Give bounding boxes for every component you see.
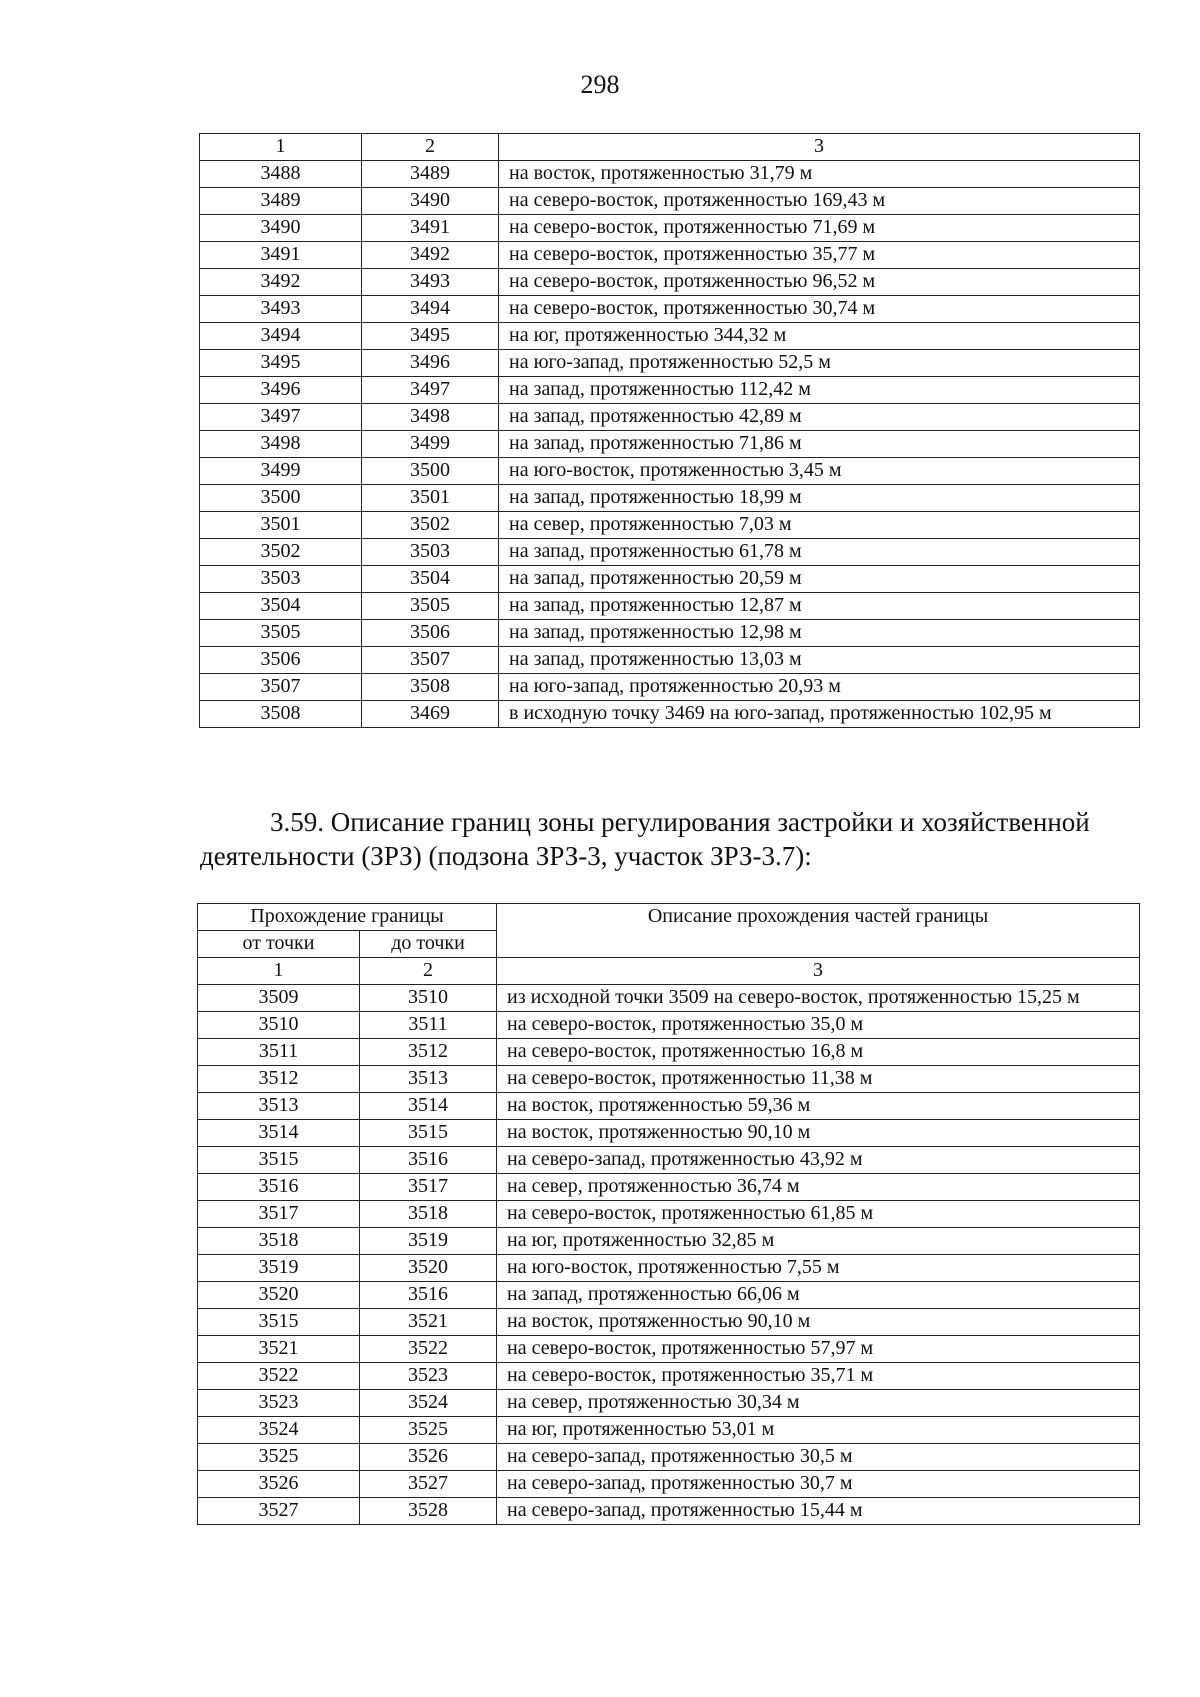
description-cell: на запад, протяженностью 66,06 м [497,1282,1140,1309]
description-cell: на северо-запад, протяженностью 15,44 м [497,1498,1140,1525]
table-row [200,350,1140,377]
to-point-cell: 3516 [360,1282,497,1309]
to-point-cell: 3508 [362,674,499,701]
table-row [198,1282,1140,1309]
description-cell: на юго-восток, протяженностью 3,45 м [499,458,1140,485]
table-row [200,539,1140,566]
to-point-cell: 3520 [360,1255,497,1282]
from-point-cell: 3489 [200,188,362,215]
to-point-cell: 3497 [362,377,499,404]
table-row [200,647,1140,674]
to-point-cell: 3502 [362,512,499,539]
to-point-cell: 3495 [362,323,499,350]
table-row [198,1093,1140,1120]
from-point-cell: 3498 [200,431,362,458]
table-row [200,188,1140,215]
table-group-header-row [198,904,1140,931]
boundary-table-1 [199,133,1140,728]
table-row [198,1255,1140,1282]
description-cell: на север, протяженностью 36,74 м [497,1174,1140,1201]
to-point-cell: 3504 [362,566,499,593]
page-number: 298 [580,70,620,99]
from-point-cell: 3516 [198,1174,360,1201]
from-point-cell: 3515 [198,1147,360,1174]
to-point-cell: 3492 [362,242,499,269]
from-point-cell: 3501 [200,512,362,539]
description-cell: на запад, протяженностью 12,98 м [499,620,1140,647]
description-cell: на север, протяженностью 7,03 м [499,512,1140,539]
description-cell: на запад, протяженностью 20,59 м [499,566,1140,593]
description-cell: на северо-запад, протяженностью 30,7 м [497,1471,1140,1498]
from-point-cell: 3517 [198,1201,360,1228]
to-point-cell: 3518 [360,1201,497,1228]
column-number-3: 3 [499,134,1140,161]
to-point-cell: 3512 [360,1039,497,1066]
description-cell: на восток, протяженностью 31,79 м [499,161,1140,188]
description-cell: на северо-восток, протяженностью 169,43 м [499,188,1140,215]
description-cell: на восток, протяженностью 90,10 м [497,1120,1140,1147]
description-cell: на северо-запад, протяженностью 30,5 м [497,1444,1140,1471]
boundary-table-2-body [198,904,1140,1525]
table-row [200,593,1140,620]
section-heading-line2: деятельности (ЗРЗ) (подзона ЗРЗ-3, участок ЗРЗ-3.7): [200,841,812,871]
to-point-cell: 3503 [362,539,499,566]
table-row [198,1066,1140,1093]
table-row [200,215,1140,242]
table-row [200,674,1140,701]
to-point-cell: 3519 [360,1228,497,1255]
from-point-cell: 3519 [198,1255,360,1282]
from-point-cell: 3509 [198,985,360,1012]
to-point-cell: 3499 [362,431,499,458]
to-point-header: до точки [360,931,497,958]
description-cell: на север, протяженностью 30,34 м [497,1390,1140,1417]
to-point-cell: 3491 [362,215,499,242]
description-cell: на северо-восток, протяженностью 57,97 м [497,1336,1140,1363]
table-row [198,1471,1140,1498]
to-point-cell: 3524 [360,1390,497,1417]
description-cell: на запад, протяженностью 18,99 м [499,485,1140,512]
column-number-1: 1 [200,134,362,161]
to-point-cell: 3507 [362,647,499,674]
from-point-cell: 3513 [198,1093,360,1120]
to-point-cell: 3527 [360,1471,497,1498]
from-point-cell: 3491 [200,242,362,269]
from-point-cell: 3503 [200,566,362,593]
from-point-cell: 3492 [200,269,362,296]
from-point-cell: 3497 [200,404,362,431]
description-cell: на восток, протяженностью 59,36 м [497,1093,1140,1120]
from-point-cell: 3520 [198,1282,360,1309]
table-row [198,985,1140,1012]
from-point-header: от точки [198,931,360,958]
table-row [200,512,1140,539]
description-cell: из исходной точки 3509 на северо-восток, протяженностью 15,25 м [497,985,1140,1012]
from-point-cell: 3525 [198,1444,360,1471]
table-row [198,1012,1140,1039]
table-row [200,404,1140,431]
from-point-cell: 3494 [200,323,362,350]
to-point-cell: 3525 [360,1417,497,1444]
description-cell: в исходную точку 3469 на юго-запад, протяженностью 102,95 м [499,701,1140,728]
description-cell: на северо-восток, протяженностью 35,0 м [497,1012,1140,1039]
column-number-2: 2 [362,134,499,161]
table-row [200,458,1140,485]
to-point-cell: 3469 [362,701,499,728]
from-point-cell: 3512 [198,1066,360,1093]
from-point-cell: 3515 [198,1309,360,1336]
to-point-cell: 3523 [360,1363,497,1390]
table-row [200,269,1140,296]
from-point-cell: 3508 [200,701,362,728]
boundary-passage-header: Прохождение границы [198,904,497,931]
column-number-3: 3 [497,958,1140,985]
description-cell: на северо-восток, протяженностью 35,77 м [499,242,1140,269]
from-point-cell: 3504 [200,593,362,620]
to-point-cell: 3521 [360,1309,497,1336]
description-header: Описание прохождения частей границы [497,904,1140,958]
to-point-cell: 3516 [360,1147,497,1174]
description-cell: на юго-запад, протяженностью 52,5 м [499,350,1140,377]
table-row [200,566,1140,593]
from-point-cell: 3510 [198,1012,360,1039]
table-row [200,431,1140,458]
table-row [200,620,1140,647]
from-point-cell: 3496 [200,377,362,404]
table-header-row [200,134,1140,161]
to-point-cell: 3513 [360,1066,497,1093]
table-row [198,1417,1140,1444]
table-row [198,1174,1140,1201]
to-point-cell: 3500 [362,458,499,485]
from-point-cell: 3505 [200,620,362,647]
table-row [200,296,1140,323]
from-point-cell: 3526 [198,1471,360,1498]
description-cell: на юго-восток, протяженностью 7,55 м [497,1255,1140,1282]
table-row [198,1147,1140,1174]
table-row [200,242,1140,269]
table-row [198,1444,1140,1471]
table-row [200,161,1140,188]
boundary-table-1-body [200,134,1140,728]
table-row [198,1228,1140,1255]
table-row [200,377,1140,404]
to-point-cell: 3489 [362,161,499,188]
section-heading-line1: 3.59. Описание границ зоны регулирования застройки и хозяйственной [270,807,1090,837]
description-cell: на запад, протяженностью 112,42 м [499,377,1140,404]
to-point-cell: 3490 [362,188,499,215]
to-point-cell: 3494 [362,296,499,323]
from-point-cell: 3507 [200,674,362,701]
table-row [198,1309,1140,1336]
from-point-cell: 3511 [198,1039,360,1066]
from-point-cell: 3506 [200,647,362,674]
from-point-cell: 3522 [198,1363,360,1390]
description-cell: на восток, протяженностью 90,10 м [497,1309,1140,1336]
column-number-1: 1 [198,958,360,985]
from-point-cell: 3490 [200,215,362,242]
description-cell: на северо-восток, протяженностью 16,8 м [497,1039,1140,1066]
description-cell: на запад, протяженностью 71,86 м [499,431,1140,458]
to-point-cell: 3493 [362,269,499,296]
from-point-cell: 3514 [198,1120,360,1147]
to-point-cell: 3496 [362,350,499,377]
description-cell: на северо-восток, протяженностью 61,85 м [497,1201,1140,1228]
from-point-cell: 3495 [200,350,362,377]
from-point-cell: 3521 [198,1336,360,1363]
table-row [200,485,1140,512]
from-point-cell: 3493 [200,296,362,323]
description-cell: на северо-восток, протяженностью 96,52 м [499,269,1140,296]
from-point-cell: 3518 [198,1228,360,1255]
description-cell: на северо-восток, протяженностью 11,38 м [497,1066,1140,1093]
from-point-cell: 3523 [198,1390,360,1417]
description-cell: на северо-восток, протяженностью 71,69 м [499,215,1140,242]
description-cell: на запад, протяженностью 42,89 м [499,404,1140,431]
column-number-2: 2 [360,958,497,985]
boundary-table-2 [197,903,1140,1525]
to-point-cell: 3528 [360,1498,497,1525]
description-cell: на запад, протяженностью 61,78 м [499,539,1140,566]
to-point-cell: 3517 [360,1174,497,1201]
description-cell: на северо-запад, протяженностью 43,92 м [497,1147,1140,1174]
to-point-cell: 3501 [362,485,499,512]
to-point-cell: 3514 [360,1093,497,1120]
table-row [200,701,1140,728]
from-point-cell: 3488 [200,161,362,188]
to-point-cell: 3522 [360,1336,497,1363]
table-row [198,1363,1140,1390]
to-point-cell: 3505 [362,593,499,620]
table-row [198,1336,1140,1363]
from-point-cell: 3527 [198,1498,360,1525]
table-row [200,323,1140,350]
table-row [198,1039,1140,1066]
to-point-cell: 3510 [360,985,497,1012]
from-point-cell: 3499 [200,458,362,485]
to-point-cell: 3506 [362,620,499,647]
description-cell: на юг, протяженностью 53,01 м [497,1417,1140,1444]
description-cell: на северо-восток, протяженностью 35,71 м [497,1363,1140,1390]
table-header-row [198,958,1140,985]
description-cell: на запад, протяженностью 12,87 м [499,593,1140,620]
description-cell: на северо-восток, протяженностью 30,74 м [499,296,1140,323]
from-point-cell: 3502 [200,539,362,566]
table-row [198,1390,1140,1417]
table-row [198,1201,1140,1228]
description-cell: на юг, протяженностью 32,85 м [497,1228,1140,1255]
from-point-cell: 3500 [200,485,362,512]
to-point-cell: 3511 [360,1012,497,1039]
section-heading [200,805,1140,873]
table-row [198,1498,1140,1525]
to-point-cell: 3526 [360,1444,497,1471]
description-cell: на юг, протяженностью 344,32 м [499,323,1140,350]
from-point-cell: 3524 [198,1417,360,1444]
to-point-cell: 3498 [362,404,499,431]
to-point-cell: 3515 [360,1120,497,1147]
description-cell: на запад, протяженностью 13,03 м [499,647,1140,674]
table-row [198,1120,1140,1147]
description-cell: на юго-запад, протяженностью 20,93 м [499,674,1140,701]
